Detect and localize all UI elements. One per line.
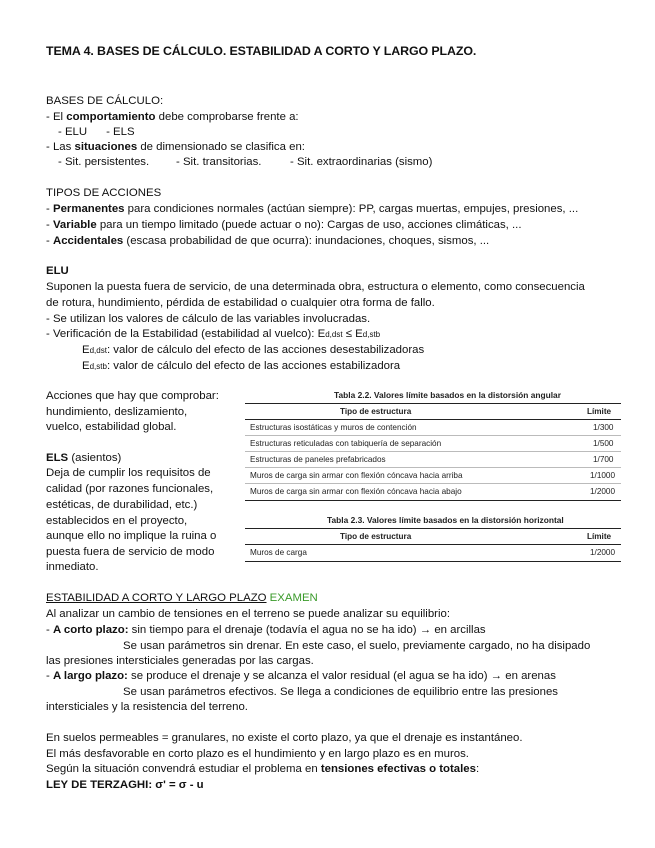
elu-verificacion: - Verificación de la Estabilidad (estabilidad al vuelco): Ed,dst ≤ Ed,stb — [46, 328, 381, 340]
table-header-tipo: Tipo de estructura — [340, 407, 412, 416]
acciones-comprobar-2: hundimiento, deslizamiento, — [46, 406, 188, 418]
table-row-limite: 1/700 — [593, 455, 614, 464]
ley-terzaghi: LEY DE TERZAGHI: σ' = σ - u — [46, 779, 204, 791]
estabilidad-heading: ESTABILIDAD A CORTO Y LARGO PLAZO EXAMEN — [46, 592, 318, 604]
largo-plazo-line-2: Se usan parámetros efectivos. Se llega a condiciones de equilibrio entre las presiones — [123, 686, 558, 698]
table-rule — [245, 561, 621, 562]
table-rule — [245, 451, 621, 452]
table-rule — [245, 403, 621, 404]
els-line-5: aunque ello no implique la ruina o — [46, 530, 217, 542]
desfavorable-line: El más desfavorable en corto plazo es el hundimiento y en largo plazo es en muros. — [46, 748, 469, 760]
table-row-tipo: Estructuras reticuladas con tabiquería de separación — [250, 439, 442, 448]
elu-line-2: de rotura, hundimiento, pérdida de estabilidad o cualquier otra forma de fallo. — [46, 297, 435, 309]
acciones-comprobar-3: vuelco, estabilidad global. — [46, 421, 177, 433]
sit-persistentes: - Sit. persistentes. — [58, 156, 150, 168]
table-header-limite: Límite — [587, 407, 612, 416]
table-2-2-caption: Tabla 2.2. Valores límite basados en la distorsión angular — [334, 390, 561, 400]
bases-heading: BASES DE CÁLCULO: — [46, 95, 164, 107]
table-row-limite: 1/2000 — [590, 487, 616, 496]
page-title: TEMA 4. BASES DE CÁLCULO. ESTABILIDAD A CORTO Y LARGO PLAZO. — [46, 44, 477, 58]
table-row-tipo: Estructuras isostáticas y muros de contención — [250, 423, 417, 432]
largo-plazo-line: - A largo plazo: se produce el drenaje y se alcanza el valor residual (el agua se ha ido) → en arenas — [46, 670, 556, 682]
sit-extraordinarias: - Sit. extraordinarias (sismo) — [290, 156, 433, 168]
bases-line-elu-els: - ELU - ELS — [58, 126, 135, 138]
table-rule — [245, 467, 621, 468]
table-row-tipo: Estructuras de paneles prefabricados — [250, 455, 386, 464]
els-line-6: puesta fuera de servicio de modo — [46, 546, 215, 558]
table-rule — [245, 500, 621, 501]
table-row-tipo: Muros de carga — [250, 548, 307, 557]
table-rule — [245, 435, 621, 436]
elu-edst-definition: Ed,dst: valor de cálculo del efecto de las acciones desestabilizadoras — [82, 344, 425, 356]
elu-heading: ELU — [46, 265, 69, 277]
elu-line-1: Suponen la puesta fuera de servicio, de una determinada obra, estructura o elemento, como consecuencia — [46, 281, 585, 293]
table-row-limite: 1/300 — [593, 423, 614, 432]
corto-plazo-line: - A corto plazo: sin tiempo para el drenaje (todavía el agua no se ha ido) → en arcillas — [46, 624, 486, 636]
table-row-limite: 1/1000 — [590, 471, 616, 480]
els-line-3: estéticas, de durabilidad, etc.) — [46, 499, 198, 511]
elu-line-3: - Se utilizan los valores de cálculo de las variables involucradas. — [46, 313, 371, 325]
sit-transitorias: - Sit. transitorias. — [176, 156, 262, 168]
corto-plazo-line-3: las presiones intersticiales generadas por las cargas. — [46, 655, 314, 667]
els-line-2: calidad (por razones funcionales, — [46, 483, 214, 495]
table-2-3-caption: Tabla 2.3. Valores límite basados en la distorsión horizontal — [327, 515, 564, 525]
elu-estb-definition: Ed,stb: valor de cálculo del efecto de las acciones estabilizadora — [82, 360, 401, 372]
accion-variable: - Variable para un tiempo limitado (puede actuar o no): Cargas de uso, acciones climáticas, ... — [46, 219, 522, 231]
acciones-heading: TIPOS DE ACCIONES — [46, 187, 162, 199]
table-rule — [245, 419, 621, 420]
els-line-4: establecidos en el proyecto, — [46, 515, 188, 527]
accion-accidentales: - Accidentales (escasa probabilidad de que ocurra): inundaciones, choques, sismos, ... — [46, 235, 490, 247]
table-rule — [245, 483, 621, 484]
table-row-limite: 1/2000 — [590, 548, 616, 557]
table-header-tipo: Tipo de estructura — [340, 532, 412, 541]
table-rule — [245, 544, 621, 545]
table-rule — [245, 528, 621, 529]
els-line-7: inmediato. — [46, 561, 99, 573]
corto-plazo-line-2: Se usan parámetros sin drenar. En este caso, el suelo, previamente cargado, no ha disipado — [123, 640, 591, 652]
segun-situacion-line: Según la situación convendrá estudiar el problema en tensiones efectivas o totales: — [46, 763, 480, 775]
largo-plazo-line-3: intersticiales y la resistencia del terreno. — [46, 701, 248, 713]
estab-line-1: Al analizar un cambio de tensiones en el terreno se puede analizar su equilibrio: — [46, 608, 450, 620]
acciones-comprobar-1: Acciones que hay que comprobar: — [46, 390, 219, 402]
examen-tag: EXAMEN — [266, 592, 318, 604]
suelos-permeables-line: En suelos permeables = granulares, no existe el corto plazo, ya que el drenaje es instantáneo. — [46, 732, 523, 744]
table-header-limite: Límite — [587, 532, 612, 541]
els-heading: ELS (asientos) — [46, 452, 122, 464]
bases-line-comportamiento: - El comportamiento debe comprobarse frente a: — [46, 111, 299, 123]
table-row-tipo: Muros de carga sin armar con flexión cóncava hacia arriba — [250, 471, 463, 480]
table-row-tipo: Muros de carga sin armar con flexión cóncava hacia abajo — [250, 487, 462, 496]
bases-line-situaciones: - Las situaciones de dimensionado se clasifica en: — [46, 141, 305, 153]
accion-permanentes: - Permanentes para condiciones normales (actúan siempre): PP, cargas muertas, empujes, presiones, ... — [46, 203, 579, 215]
els-line-1: Deja de cumplir los requisitos de — [46, 467, 211, 479]
table-row-limite: 1/500 — [593, 439, 614, 448]
